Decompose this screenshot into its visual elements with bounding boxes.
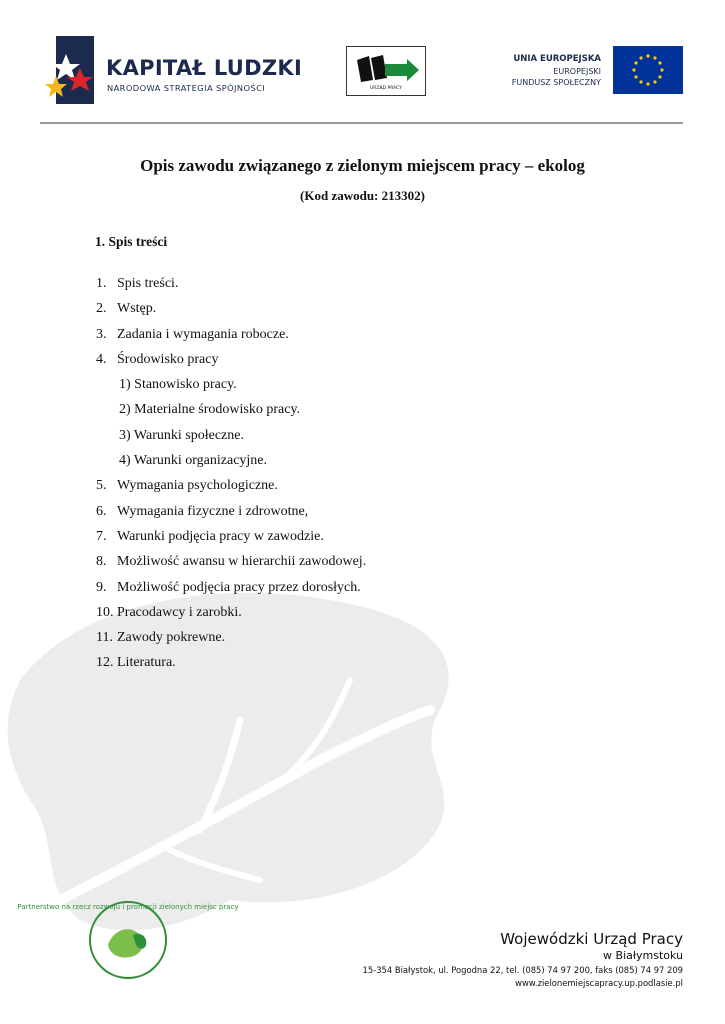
- header-logos: [0, 0, 725, 130]
- footer-website: www.zielonemiejscapracy.up.podlasie.pl: [515, 978, 683, 988]
- toc-item-text: Możliwość awansu w hierarchii zawodowej.: [117, 554, 367, 570]
- urzad-pracy-logo: [346, 46, 426, 96]
- footer-contact: [363, 930, 683, 990]
- eu-line-2: EUROPEJSKI: [553, 66, 601, 76]
- eu-flag-icon: [613, 46, 683, 94]
- toc-item: [96, 326, 366, 351]
- kapital-ludzki-title: KAPITAŁ LUDZKI: [106, 56, 303, 80]
- badge-top-text: Partnerstwo na rzecz rozwoju i promocji zielonych miejsc pracy: [17, 903, 239, 911]
- toc-item: [96, 376, 366, 401]
- toc-item: [96, 300, 366, 325]
- toc-item-text: Wymagania fizyczne i zdrowotne,: [117, 503, 309, 519]
- footer-org-name: Wojewódzki Urząd Pracy: [500, 930, 683, 948]
- toc-item-number: 5.: [96, 478, 107, 494]
- eu-line-3: FUNDUSZ SPOŁECZNY: [511, 78, 601, 87]
- toc-item-number: 2.: [96, 301, 107, 317]
- partnership-badge-logo: [17, 895, 239, 985]
- toc-item: [96, 477, 366, 502]
- toc-item-text: Pracodawcy i zarobki.: [117, 604, 242, 620]
- toc-item-text: 4) Warunki organizacyjne.: [119, 453, 268, 469]
- toc-item: [96, 579, 366, 604]
- document-title: Opis zawodu związanego z zielonym miejscem pracy – ekolog: [140, 156, 585, 175]
- toc-item-text: Literatura.: [117, 655, 176, 671]
- toc-item-text: Spis treści.: [117, 276, 179, 291]
- toc-item: [96, 654, 366, 679]
- toc-item-number: 9.: [96, 579, 107, 595]
- toc-item: [96, 503, 366, 528]
- section-heading: 1. Spis treści: [95, 234, 168, 249]
- toc-item-number: 1.: [96, 276, 107, 291]
- toc-item-text: Wstęp.: [117, 301, 157, 317]
- toc-item-number: 4.: [96, 351, 107, 367]
- toc-item: [96, 427, 366, 452]
- toc-item-number: 10.: [96, 604, 114, 620]
- occupation-code: (Kod zawodu: 213302): [300, 188, 425, 203]
- eu-text-block: [512, 54, 601, 89]
- toc-item-text: Zawody pokrewne.: [117, 630, 226, 646]
- footer-address: 15-354 Białystok, ul. Pogodna 22, tel. (085) 74 97 200, faks (085) 74 97 209: [362, 965, 683, 975]
- toc-item: [96, 553, 366, 578]
- kapital-ludzki-subtitle: NARODOWA STRATEGIA SPÓJNOŚCI: [107, 83, 266, 93]
- eu-line-1: UNIA EUROPEJSKA: [513, 54, 601, 64]
- toc-item-text: Środowisko pracy: [117, 351, 219, 367]
- toc-item-number: 11.: [96, 630, 113, 646]
- toc-item-number: 3.: [96, 326, 107, 342]
- toc-item-text: 2) Materialne środowisko pracy.: [119, 402, 301, 418]
- toc-item-text: Warunki podjęcia pracy w zawodzie.: [117, 528, 324, 544]
- toc-item: [96, 401, 366, 426]
- urzad-pracy-arrow-icon: [347, 50, 425, 88]
- urzad-pracy-caption: URZĄD PRACY: [370, 86, 402, 91]
- toc-item-number: 6.: [96, 503, 107, 519]
- toc-item-number: 8.: [96, 554, 107, 570]
- header-divider: [40, 122, 683, 124]
- toc-item-text: 1) Stanowisko pracy.: [119, 377, 237, 393]
- toc-item-text: Zadania i wymagania robocze.: [117, 326, 289, 342]
- toc-item-text: Możliwość podjęcia pracy przez dorosłych.: [117, 579, 361, 595]
- toc-item: [96, 604, 366, 629]
- table-of-contents: [96, 275, 366, 680]
- toc-item-number: 12.: [96, 655, 114, 671]
- toc-item: [96, 528, 366, 553]
- toc-item: [96, 629, 366, 654]
- toc-item-text: 3) Warunki społeczne.: [119, 427, 244, 443]
- toc-item: [96, 452, 366, 477]
- toc-item-number: 7.: [96, 528, 107, 544]
- toc-item: [96, 351, 366, 376]
- toc-item: [96, 275, 366, 300]
- footer-city: w Białymstoku: [603, 949, 683, 962]
- toc-item-text: Wymagania psychologiczne.: [117, 478, 278, 494]
